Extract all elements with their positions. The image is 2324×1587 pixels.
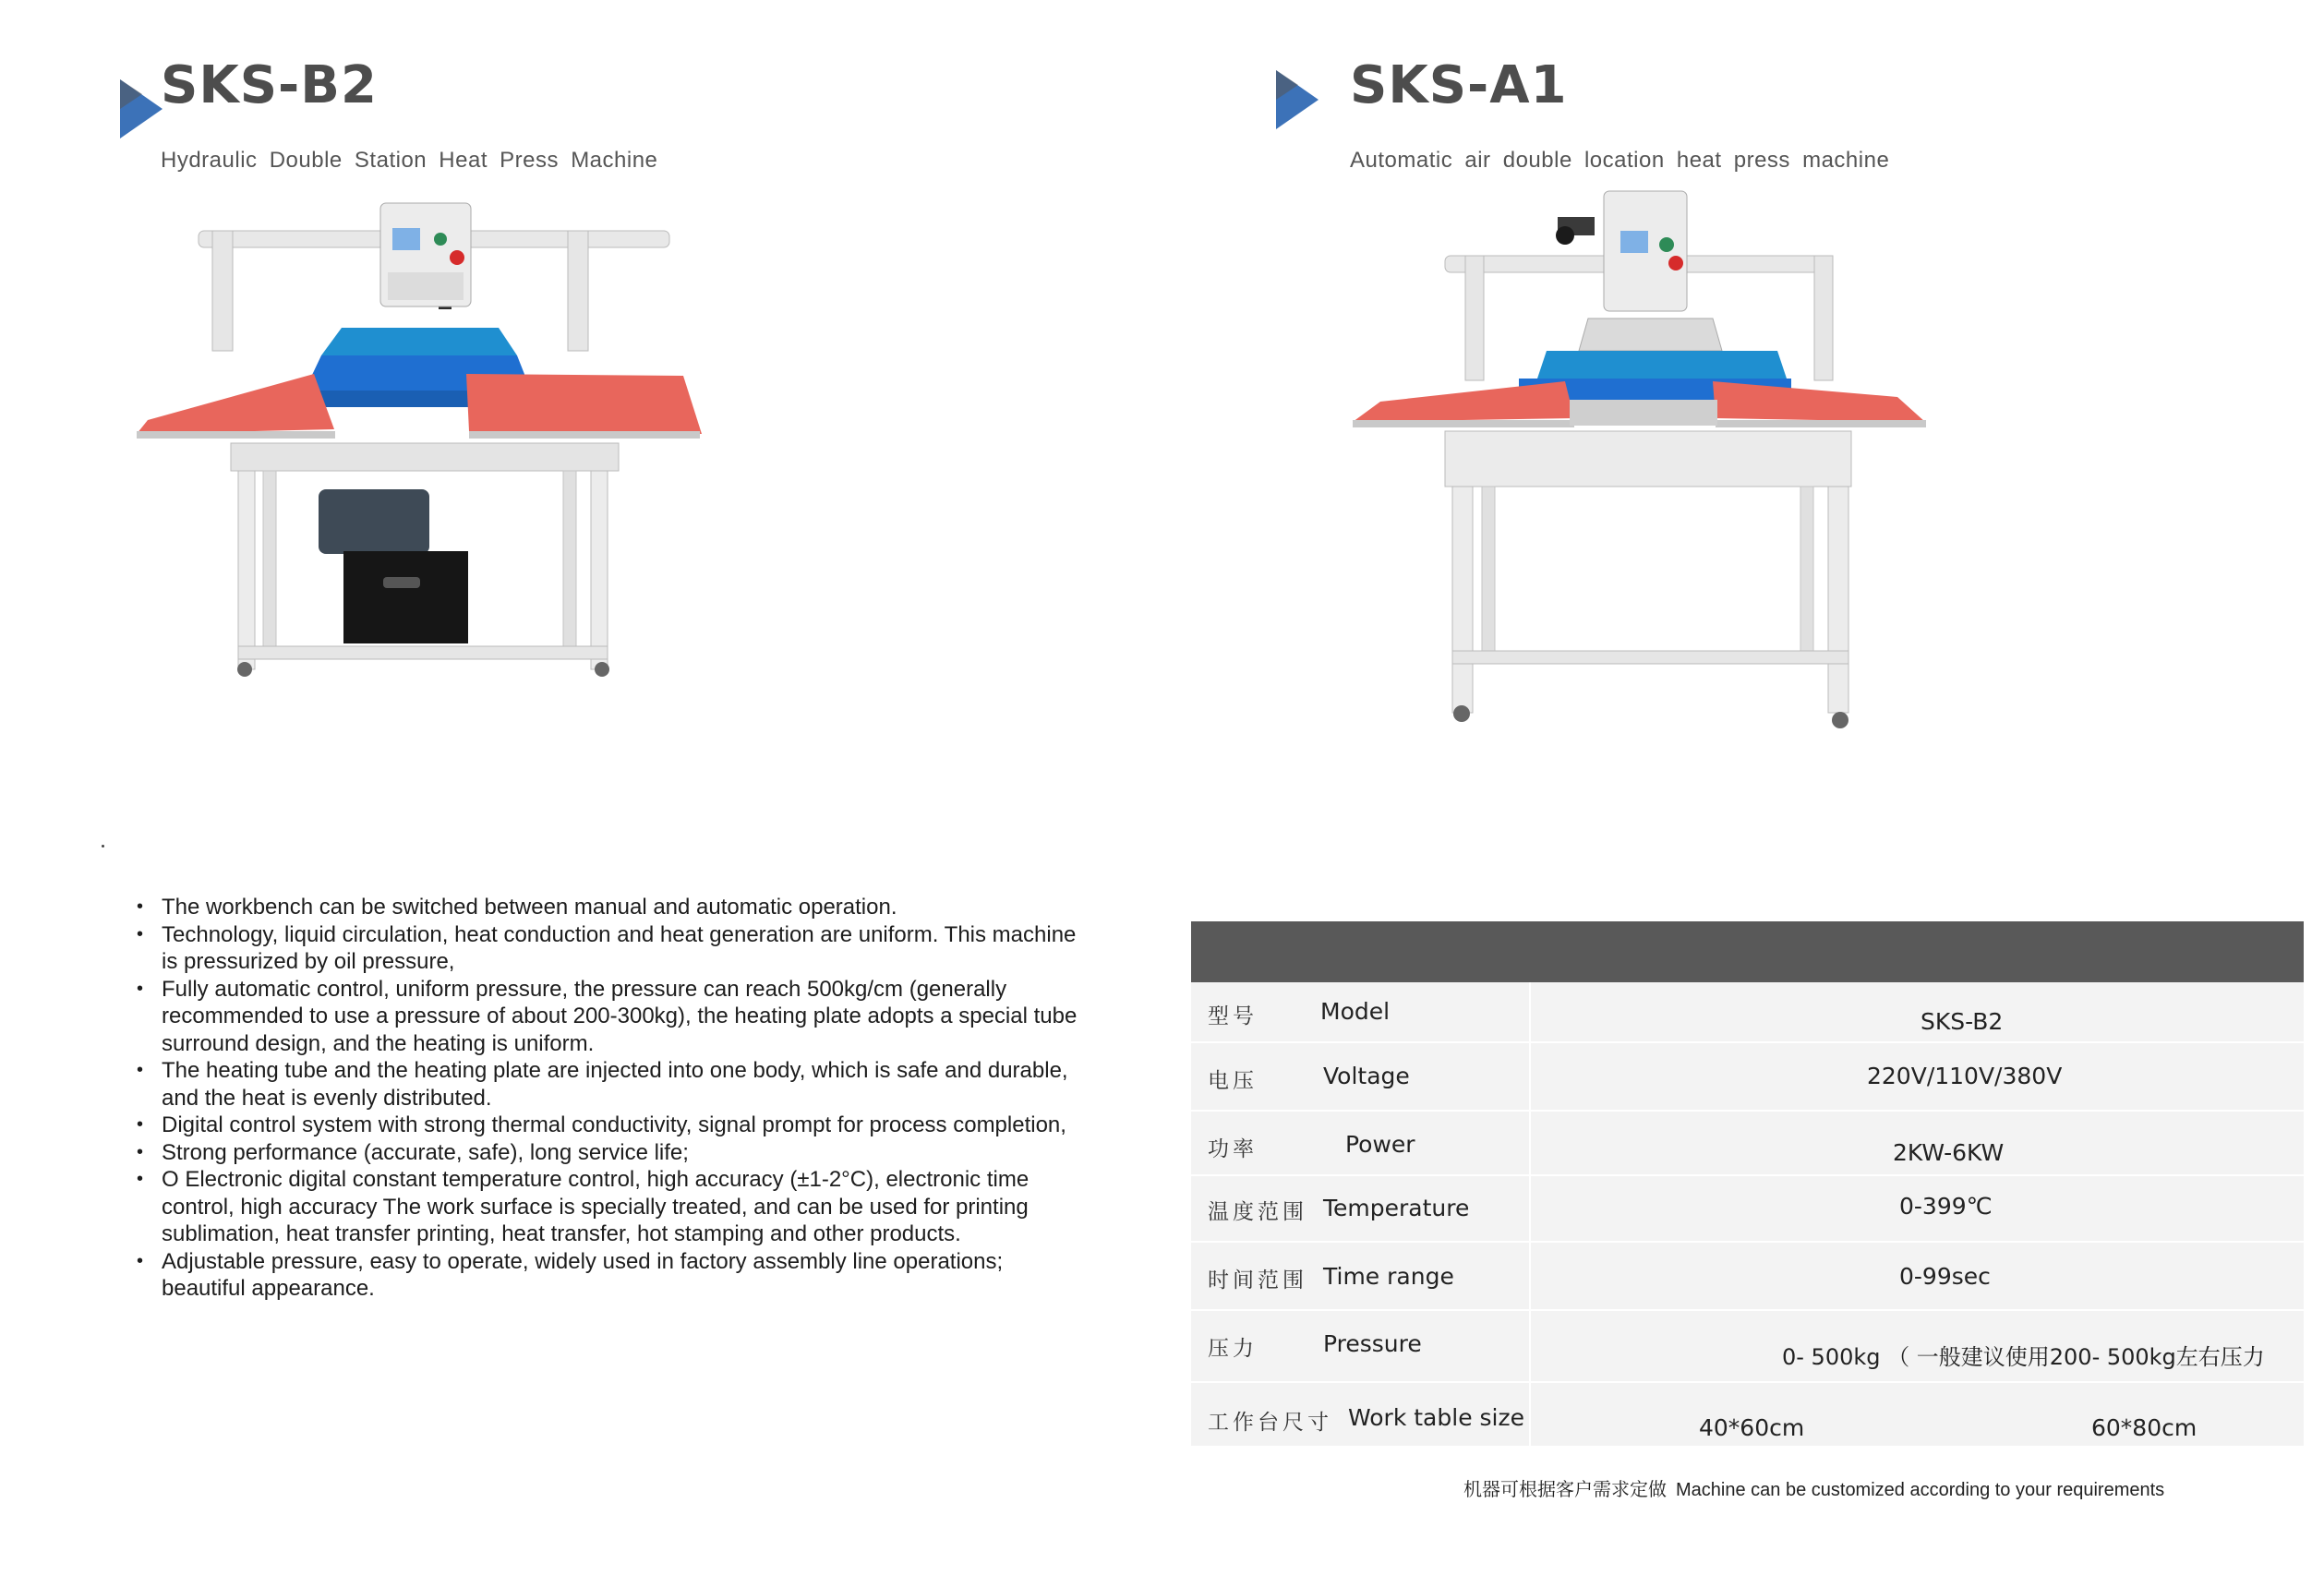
spec-row-time <box>1191 1243 2304 1311</box>
arrow-icon <box>120 79 163 138</box>
spec-label-cell <box>1191 1243 1531 1309</box>
footnote-en: Machine can be customized according to your requirements <box>1676 1480 2165 1500</box>
spec-label-cn: 功率 <box>1208 1137 1258 1161</box>
spec-label-cell <box>1191 1176 1531 1241</box>
spec-row-voltage <box>1191 1043 2304 1112</box>
spec-label-en: Time range <box>1323 1263 1454 1290</box>
spec-label-en: Pressure <box>1323 1330 1422 1357</box>
sks-a1-machine-image <box>1343 180 1944 734</box>
spec-value: 0-399℃ <box>1899 1193 1993 1220</box>
feature-item: • O Electronic digital constant temperature control, high accuracy (±1-2°C), electronic time control, high accuracy The work surface is specially treated, and can be used for printing sublimation, heat transfer printing, heat transfer, hot stamping and other products. <box>137 1166 1078 1248</box>
separator-dot <box>102 845 104 848</box>
spec-label-cn: 温度范围 <box>1208 1200 1307 1224</box>
feature-item: • Digital control system with strong thermal conductivity, signal prompt for process completion, <box>137 1112 1078 1139</box>
spec-label-en: Voltage <box>1323 1063 1410 1089</box>
feature-item: • Fully automatic control, uniform pressure, the pressure can reach 500kg/cm (generally recommended to use a pressure of about 200-300kg), the heating plate adopts a special tube surround design, and the heating is uniform. <box>137 976 1078 1058</box>
customization-note <box>1463 1474 2164 1501</box>
feature-item: • The heating tube and the heating plate are injected into one body, which is safe and durable, and the heat is evenly distributed. <box>137 1057 1078 1112</box>
feature-item: • Adjustable pressure, easy to operate, widely used in factory assembly line operations; beautiful appearance. <box>137 1248 1078 1303</box>
left-model-subtitle: Hydraulic Double Station Heat Press Machine <box>161 148 658 173</box>
spec-label-cell <box>1191 1112 1531 1174</box>
spec-row-temperature <box>1191 1176 2304 1243</box>
feature-item: • Strong performance (accurate, safe), long service life; <box>137 1139 1078 1167</box>
spec-row-size <box>1191 1383 2304 1448</box>
spec-label-cn: 电压 <box>1208 1069 1258 1093</box>
spec-row-model <box>1191 982 2304 1043</box>
spec-table <box>1191 921 2304 1448</box>
spec-row-power <box>1191 1112 2304 1176</box>
right-model-subtitle: Automatic air double location heat press machine <box>1350 148 1890 173</box>
left-model-title: SKS-B2 <box>161 55 378 115</box>
spec-label-cell <box>1191 1383 1531 1446</box>
arrow-icon <box>1276 70 1319 129</box>
feature-list <box>137 894 1078 1303</box>
spec-label-en: Model <box>1320 998 1391 1025</box>
spec-table-header <box>1191 921 2304 982</box>
spec-value: 0- 500kg （ 一般建议使用200- 500kg左右压力 <box>1782 1344 2265 1370</box>
spec-label-en: Temperature <box>1323 1195 1470 1221</box>
spec-label-cn: 压力 <box>1208 1337 1258 1361</box>
footnote-cn: 机器可根据客户需求定做 <box>1463 1478 1667 1500</box>
spec-value: 0-99sec <box>1899 1263 1991 1290</box>
sks-b2-machine-image <box>129 180 711 697</box>
spec-label-cell <box>1191 1311 1531 1381</box>
spec-label-cn: 时间范围 <box>1208 1268 1307 1292</box>
spec-value-a: 40*60cm <box>1699 1414 1805 1441</box>
spec-value: SKS-B2 <box>1921 1008 2004 1035</box>
spec-value: 220V/110V/380V <box>1867 1063 2063 1089</box>
feature-item: • Technology, liquid circulation, heat conduction and heat generation are uniform. This machine is pressurized by oil pressure, <box>137 921 1078 976</box>
right-model-title: SKS-A1 <box>1350 55 1568 115</box>
spec-value-b: 60*80cm <box>2091 1414 2198 1441</box>
spec-label-cell <box>1191 982 1531 1041</box>
spec-value: 2KW-6KW <box>1893 1139 2005 1166</box>
spec-label-cn: 工作台尺寸 <box>1208 1411 1332 1435</box>
spec-label-en: Work table size <box>1348 1404 1524 1431</box>
spec-label-en: Power <box>1345 1131 1415 1158</box>
spec-row-pressure <box>1191 1311 2304 1383</box>
spec-label-cell <box>1191 1043 1531 1110</box>
spec-label-cn: 型号 <box>1208 1004 1258 1028</box>
feature-item: • The workbench can be switched between manual and automatic operation. <box>137 894 1078 921</box>
